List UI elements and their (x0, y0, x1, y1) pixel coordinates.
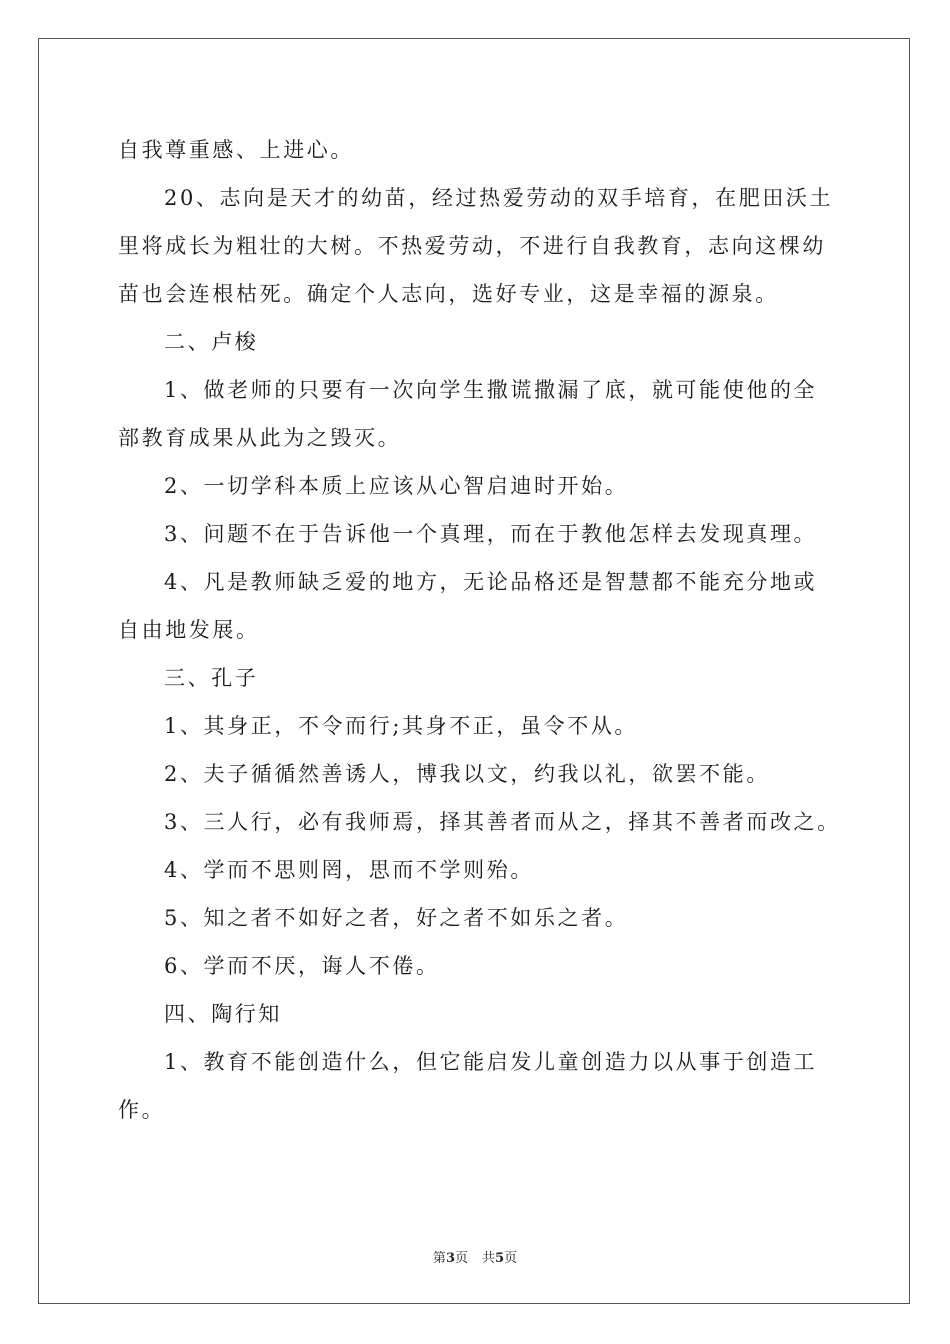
text-line: 3、三人行，必有我师焉，择其善者而从之，择其不善者而改之。 (164, 810, 841, 834)
total-pages: 5 (495, 1251, 505, 1266)
text-line: 1、教育不能创造什么，但它能启发儿童创造力以从事于创造工 (164, 1050, 818, 1074)
text-line: 1、做老师的只要有一次向学生撒谎撒漏了底，就可能使他的全 (164, 378, 818, 402)
total-suffix: 页 (504, 1251, 518, 1266)
page-prefix: 第 (432, 1251, 446, 1266)
section-heading: 三、孔子 (164, 666, 259, 690)
text-line: 2、夫子循循然善诱人，博我以文，约我以礼，欲罢不能。 (164, 762, 770, 786)
page-suffix: 页 (454, 1251, 468, 1266)
text-line: 3、问题不在于告诉他一个真理，而在于教他怎样去发现真理。 (164, 522, 818, 546)
text-line: 苗也会连根枯死。确定个人志向，选好专业，这是幸福的源泉。 (118, 282, 779, 306)
text-line: 里将成长为粗壮的大树。不热爱劳动，不进行自我教育，志向这棵幼 (118, 234, 826, 258)
text-line: 5、知之者不如好之者，好之者不如乐之者。 (164, 906, 629, 930)
section-heading: 二、卢梭 (164, 330, 259, 354)
text-line: 自由地发展。 (118, 618, 260, 642)
page-number: 3 (445, 1251, 455, 1266)
text-line: 2、一切学科本质上应该从心智启迪时开始。 (164, 474, 629, 498)
document-body (118, 126, 841, 1134)
text-line: 6、学而不厌，诲人不倦。 (164, 954, 440, 978)
text-line: 1、其身正，不令而行;其身不正，虽令不从。 (164, 714, 639, 738)
text-line: 自我尊重感、上进心。 (118, 138, 354, 162)
text-line: 4、学而不思则罔，思而不学则殆。 (164, 858, 534, 882)
text-line: 部教育成果从此为之毁灭。 (118, 426, 402, 450)
total-prefix: 共 (482, 1251, 496, 1266)
text-line: 4、凡是教师缺乏爱的地方，无论品格还是智慧都不能充分地或 (164, 570, 818, 594)
section-heading: 四、陶行知 (164, 1002, 282, 1026)
text-line: 作。 (118, 1098, 166, 1122)
text-line: 20、志向是天才的幼苗，经过热爱劳动的双手培育，在肥田沃土 (164, 186, 834, 210)
page-footer (0, 1247, 950, 1266)
